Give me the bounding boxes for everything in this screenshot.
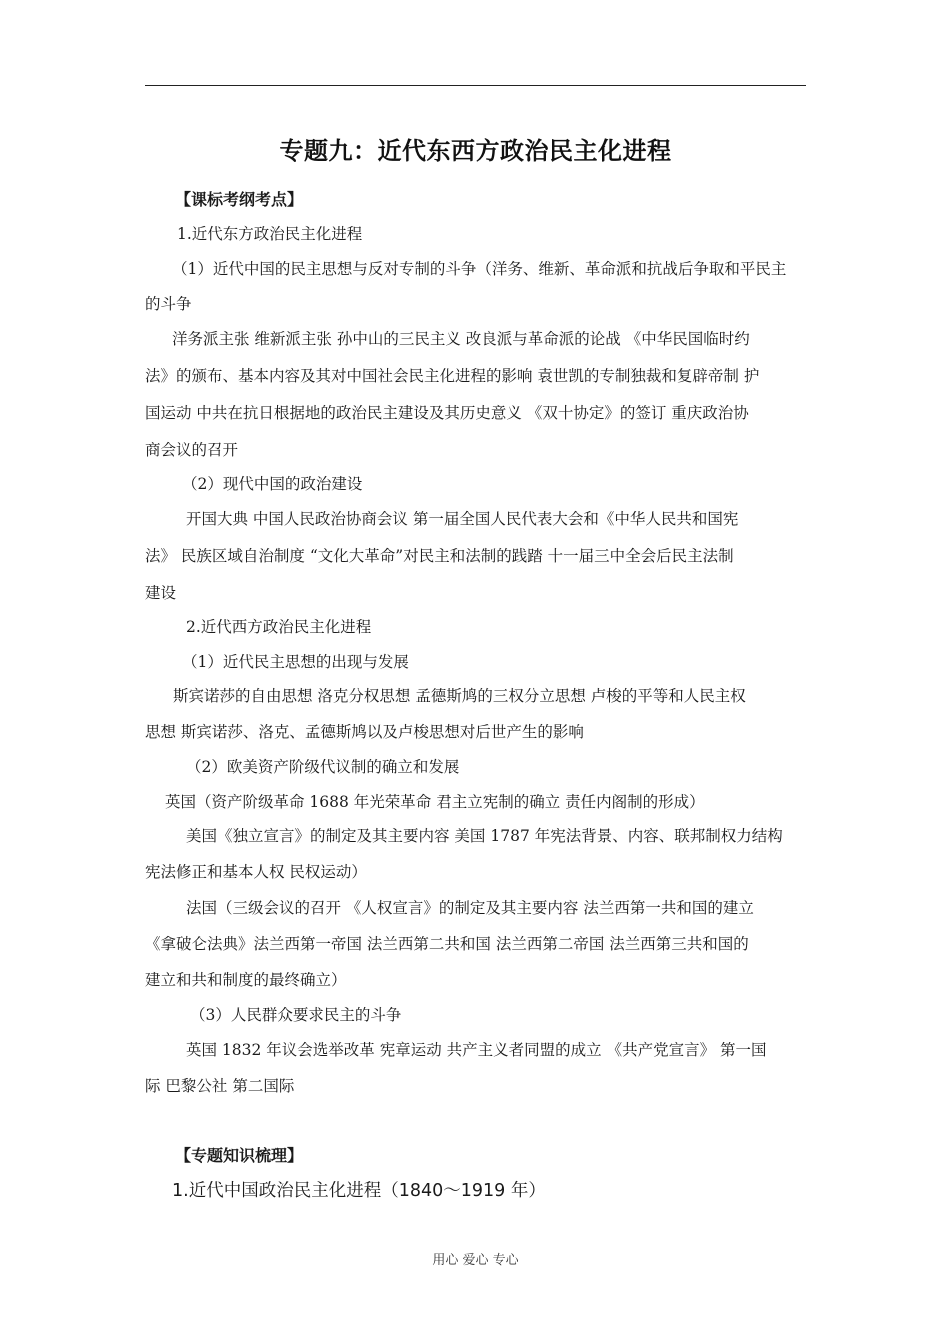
- text-line: 际 巴黎公社 第二国际: [145, 1077, 295, 1095]
- text-line: （2）现代中国的政治建设: [182, 475, 363, 493]
- text-line: 国运动 中共在抗日根据地的政治民主建设及其历史意义 《双十协定》的签订 重庆政治协: [145, 404, 749, 422]
- page-footer: 用心 爱心 专心: [432, 1253, 519, 1268]
- text-line: 商会议的召开: [145, 441, 239, 459]
- text-line: 建立和共和制度的最终确立）: [145, 971, 347, 989]
- text-line: 《拿破仑法典》法兰西第一帝国 法兰西第二共和国 法兰西第二帝国 法兰西第三共和国的: [145, 935, 749, 953]
- text-line: 斯宾诺莎的自由思想 洛克分权思想 孟德斯鸠的三权分立思想 卢梭的平等和人民主权: [173, 687, 746, 705]
- text-line: 开国大典 中国人民政治协商会议 第一届全国人民代表大会和《中华人民共和国宪: [186, 510, 739, 528]
- text-line: 法国（三级会议的召开 《人权宣言》的制定及其主要内容 法兰西第一共和国的建立: [186, 899, 754, 917]
- text-line: 建设: [145, 584, 177, 602]
- text-line: 思想 斯宾诺莎、洛克、孟德斯鸠以及卢梭思想对后世产生的影响: [145, 723, 584, 741]
- header-rule: [145, 85, 806, 86]
- section-subheading: 1.近代中国政治民主化进程（1840～1919 年）: [172, 1181, 546, 1201]
- text-line: 2.近代西方政治民主化进程: [186, 618, 372, 636]
- text-line: 法》的颁布、基本内容及其对中国社会民主化进程的影响 袁世凯的专制独裁和复辟帝制 护: [145, 367, 760, 385]
- section-heading-knowledge: 【专题知识梳理】: [175, 1146, 304, 1165]
- text-line: 洋务派主张 维新派主张 孙中山的三民主义 改良派与革命派的论战 《中华民国临时约: [172, 330, 750, 348]
- section-heading-syllabus: 【课标考纲考点】: [175, 190, 304, 209]
- text-line: （1）近代民主思想的出现与发展: [182, 653, 409, 671]
- text-line: 英国 1832 年议会选举改革 宪章运动 共产主义者同盟的成立 《共产党宣言》 第一国: [186, 1041, 767, 1059]
- page-title: 专题九：近代东西方政治民主化进程: [279, 137, 672, 165]
- text-line: 法》 民族区域自治制度 “文化大革命”对民主和法制的践踏 十一届三中全会后民主法制: [145, 547, 734, 565]
- text-line: 1.近代东方政治民主化进程: [177, 225, 363, 243]
- text-line: 英国（资产阶级革命 1688 年光荣革命 君主立宪制的确立 责任内阁制的形成）: [165, 793, 705, 811]
- text-line: （2）欧美资产阶级代议制的确立和发展: [186, 758, 460, 776]
- text-line: （1）近代中国的民主思想与反对专制的斗争（洋务、维新、革命派和抗战后争取和平民主: [172, 260, 787, 278]
- text-line: 宪法修正和基本人权 民权运动）: [145, 863, 367, 881]
- text-line: 的斗争: [145, 295, 192, 313]
- text-line: （3）人民群众要求民主的斗争: [190, 1006, 402, 1024]
- text-line: 美国《独立宣言》的制定及其主要内容 美国 1787 年宪法背景、内容、联邦制权力结构: [186, 827, 783, 845]
